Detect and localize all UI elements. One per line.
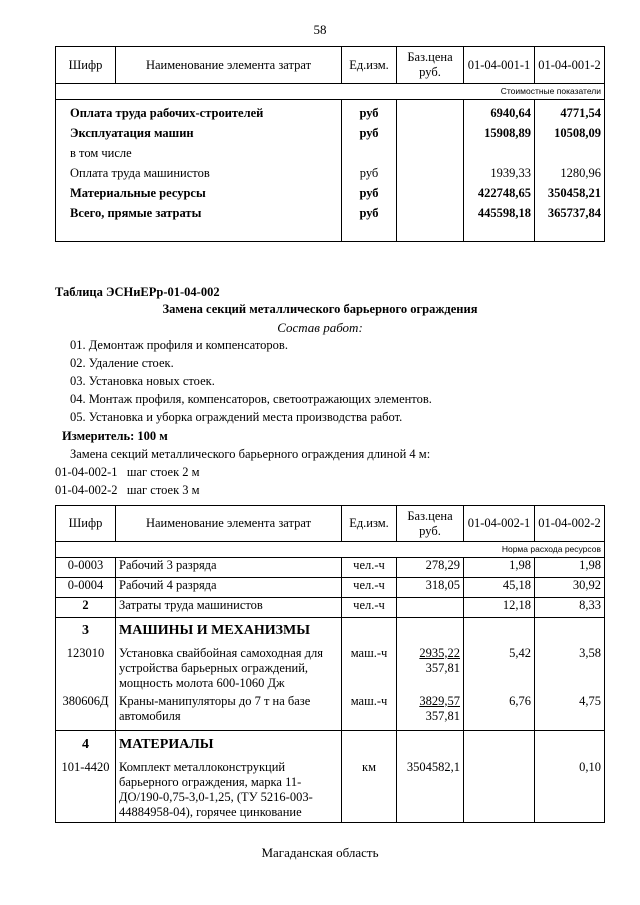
section-heading: МАШИНЫ И МЕХАНИЗМЫ: [116, 618, 342, 644]
row-code: 101-4420: [56, 757, 116, 823]
header-price: Баз.цена руб.: [397, 506, 464, 542]
row-code: 380606Д: [56, 694, 116, 731]
row-unit: руб: [342, 166, 397, 186]
work-heading: Состав работ:: [277, 320, 363, 335]
cost-subheader: Стоимостные показатели: [56, 84, 605, 100]
row-unit: руб: [342, 206, 397, 228]
row-unit: руб: [342, 186, 397, 206]
row-name: Комплект металлоконструкций барьерного ограждения, марка 11-ДО/190-0,75-3,0-1,25, (ТУ 5216-003-44884958-04), горячее цинкование: [116, 757, 342, 823]
header-name: Наименование элемента затрат: [116, 47, 342, 84]
row-value-2: 1280,96: [535, 166, 605, 186]
table-row: [56, 578, 605, 598]
row-name: Оплата труда рабочих-строителей: [56, 106, 342, 126]
row-code: 123010: [56, 644, 116, 694]
row-price: 318,05: [397, 578, 464, 598]
header-price: Баз.цена руб.: [397, 47, 464, 84]
row-value-2: 1,98: [535, 558, 605, 578]
table-row: [56, 106, 605, 126]
row-name: Краны-манипуляторы до 7 т на базе автомобиля: [116, 694, 342, 731]
price-secondary: 357,81: [425, 708, 460, 723]
work-item: 03. Установка новых стоек.: [70, 374, 215, 388]
row-value-2: 30,92: [535, 578, 605, 598]
row-code: 2: [56, 598, 116, 618]
table-row: [56, 694, 605, 731]
section-code: 3: [56, 618, 116, 644]
row-unit: маш.-ч: [342, 694, 397, 731]
header-col2: 01-04-002-2: [535, 506, 605, 542]
row-name: Рабочий 3 разряда: [116, 558, 342, 578]
header-col2: 01-04-001-2: [535, 47, 605, 84]
row-value-1: 1,98: [464, 558, 535, 578]
work-item: 04. Монтаж профиля, компенсаторов, светоотражающих элементов.: [70, 392, 432, 406]
row-name: в том числе: [56, 146, 342, 166]
row-value-1: 445598,18: [464, 206, 535, 228]
price-value: 2935,22: [419, 645, 460, 660]
row-value-1: 6,76: [464, 694, 535, 731]
footer-region: Магаданская область: [261, 845, 379, 860]
table-row: [56, 206, 605, 228]
row-name: Установка свайбойная самоходная для устройства барьерных ограждений, мощность молота 600-1060 Дж: [116, 644, 342, 694]
header-unit: Ед.изм.: [342, 47, 397, 84]
row-unit: маш.-ч: [342, 644, 397, 694]
header-code: Шифр: [56, 47, 116, 84]
row-price: 3504582,1: [397, 757, 464, 823]
cost-table: [55, 46, 605, 242]
price-secondary: 357,81: [425, 660, 460, 675]
table-row: [56, 558, 605, 578]
row-value-2: 350458,21: [535, 186, 605, 206]
row-value-1: 6940,64: [464, 106, 535, 126]
section-heading: МАТЕРИАЛЫ: [116, 731, 342, 757]
row-value-2: 3,58: [535, 644, 605, 694]
row-value-1: 45,18: [464, 578, 535, 598]
section-code: 4: [56, 731, 116, 757]
variant-item: 01-04-002-2 шаг стоек 3 м: [55, 483, 200, 497]
row-name: Эксплуатация машин: [56, 126, 342, 146]
row-value-1: 12,18: [464, 598, 535, 618]
row-unit: чел.-ч: [342, 558, 397, 578]
row-price: [397, 644, 464, 694]
meter-label: Измеритель: 100 м: [62, 429, 168, 443]
header-unit: Ед.изм.: [342, 506, 397, 542]
table-label: Таблица ЭСНиЕРр-01-04-002: [55, 285, 220, 299]
work-item: 05. Установка и уборка ограждений места производства работ.: [70, 410, 403, 424]
variant-item: 01-04-002-1 шаг стоек 2 м: [55, 465, 200, 479]
row-name: Оплата труда машинистов: [56, 166, 342, 186]
row-value-2: 8,33: [535, 598, 605, 618]
work-item: 02. Удаление стоек.: [70, 356, 174, 370]
row-value-1: 1939,33: [464, 166, 535, 186]
row-unit: чел.-ч: [342, 598, 397, 618]
section-row: [56, 618, 605, 644]
header-name: Наименование элемента затрат: [116, 506, 342, 542]
row-unit: чел.-ч: [342, 578, 397, 598]
resource-subheader: Норма расхода ресурсов: [56, 542, 605, 558]
row-value-2: 0,10: [535, 757, 605, 823]
table-row: [56, 757, 605, 823]
section-description: Замена секций металлического барьерного ограждения длиной 4 м:: [70, 447, 431, 461]
section-row: [56, 731, 605, 757]
row-value-1: [464, 757, 535, 823]
header-code: Шифр: [56, 506, 116, 542]
table-row: [56, 186, 605, 206]
page-number: 58: [313, 22, 327, 37]
table-row: [56, 166, 605, 186]
row-value-1: 15908,89: [464, 126, 535, 146]
row-unit: руб: [342, 106, 397, 126]
row-value-2: 4771,54: [535, 106, 605, 126]
table-row: [56, 644, 605, 694]
work-item: 01. Демонтаж профиля и компенсаторов.: [70, 338, 288, 352]
row-price: [397, 694, 464, 731]
row-value-2: 365737,84: [535, 206, 605, 228]
row-name: Рабочий 4 разряда: [116, 578, 342, 598]
row-value-1: 422748,65: [464, 186, 535, 206]
table-row: [56, 146, 605, 166]
table-row: [56, 598, 605, 618]
row-name: Всего, прямые затраты: [56, 206, 342, 228]
row-unit: км: [342, 757, 397, 823]
header-col1: 01-04-002-1: [464, 506, 535, 542]
price-value: 3829,57: [419, 693, 460, 708]
row-code: 0-0003: [56, 558, 116, 578]
header-col1: 01-04-001-1: [464, 47, 535, 84]
row-name: Материальные ресурсы: [56, 186, 342, 206]
row-price: 278,29: [397, 558, 464, 578]
row-value-2: 10508,09: [535, 126, 605, 146]
row-unit: руб: [342, 126, 397, 146]
table-row: [56, 126, 605, 146]
row-value-2: 4,75: [535, 694, 605, 731]
row-code: 0-0004: [56, 578, 116, 598]
resource-table: [55, 505, 605, 823]
row-value-1: 5,42: [464, 644, 535, 694]
row-name: Затраты труда машинистов: [116, 598, 342, 618]
section-title: Замена секций металлического барьерного ограждения: [162, 302, 478, 316]
